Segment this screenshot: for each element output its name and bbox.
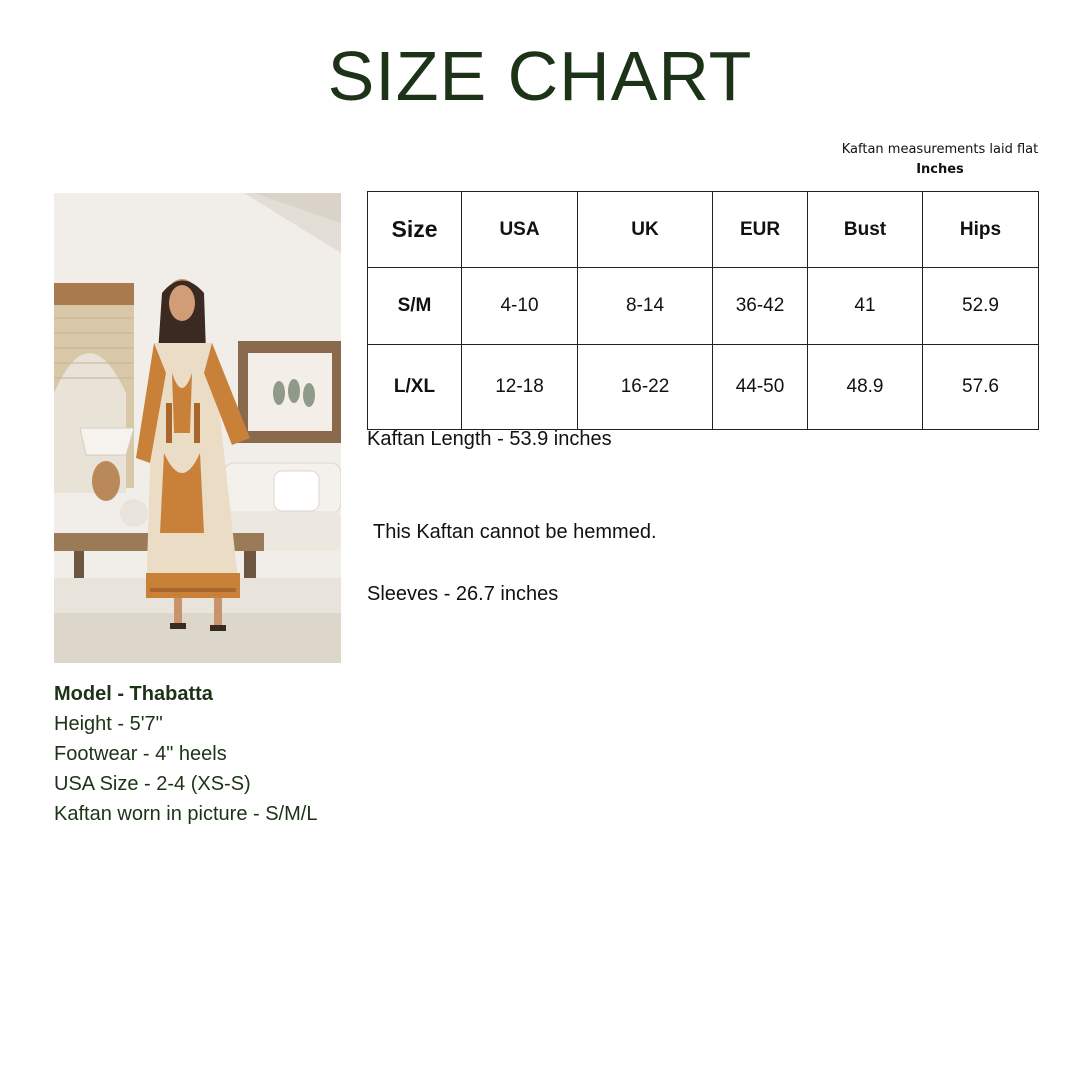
model-info bbox=[54, 679, 374, 829]
cell-bust: 48.9 bbox=[808, 345, 923, 430]
cell-size: S/M bbox=[368, 268, 462, 345]
cell-bust: 41 bbox=[808, 268, 923, 345]
hem-note: This Kaftan cannot be hemmed. bbox=[373, 521, 657, 543]
model-kaftan-worn: Kaftan worn in picture - S/M/L bbox=[54, 803, 318, 825]
cell-hips: 57.6 bbox=[923, 345, 1039, 430]
cell-uk: 16-22 bbox=[578, 345, 713, 430]
size-table bbox=[367, 191, 1039, 430]
cell-uk: 8-14 bbox=[578, 268, 713, 345]
measurement-note bbox=[820, 140, 1060, 180]
table-row bbox=[368, 268, 1039, 345]
cell-eur: 36-42 bbox=[713, 268, 808, 345]
model-usa-size: USA Size - 2-4 (XS-S) bbox=[54, 773, 251, 795]
cell-hips: 52.9 bbox=[923, 268, 1039, 345]
sleeves-note: Sleeves - 26.7 inches bbox=[367, 583, 559, 605]
header-bust: Bust bbox=[808, 192, 923, 268]
cell-usa: 4-10 bbox=[462, 268, 578, 345]
model-photo bbox=[54, 193, 341, 663]
table-header-row bbox=[368, 192, 1039, 268]
model-height: Height - 5'7" bbox=[54, 713, 163, 735]
model-name: Model - Thabatta bbox=[54, 683, 213, 705]
table-row bbox=[368, 345, 1039, 430]
header-uk: UK bbox=[578, 192, 713, 268]
header-usa: USA bbox=[462, 192, 578, 268]
cell-usa: 12-18 bbox=[462, 345, 578, 430]
header-hips: Hips bbox=[923, 192, 1039, 268]
header-size: Size bbox=[368, 192, 462, 268]
model-footwear: Footwear - 4" heels bbox=[54, 743, 227, 765]
cell-size: L/XL bbox=[368, 345, 462, 430]
cell-eur: 44-50 bbox=[713, 345, 808, 430]
unit-label: Inches bbox=[916, 162, 964, 177]
measurement-note-text: Kaftan measurements laid flat bbox=[841, 142, 1039, 157]
page-title: SIZE CHART bbox=[327, 37, 753, 115]
kaftan-length-note: Kaftan Length - 53.9 inches bbox=[367, 428, 612, 450]
header-eur: EUR bbox=[713, 192, 808, 268]
model-photo-illustration bbox=[54, 193, 341, 663]
